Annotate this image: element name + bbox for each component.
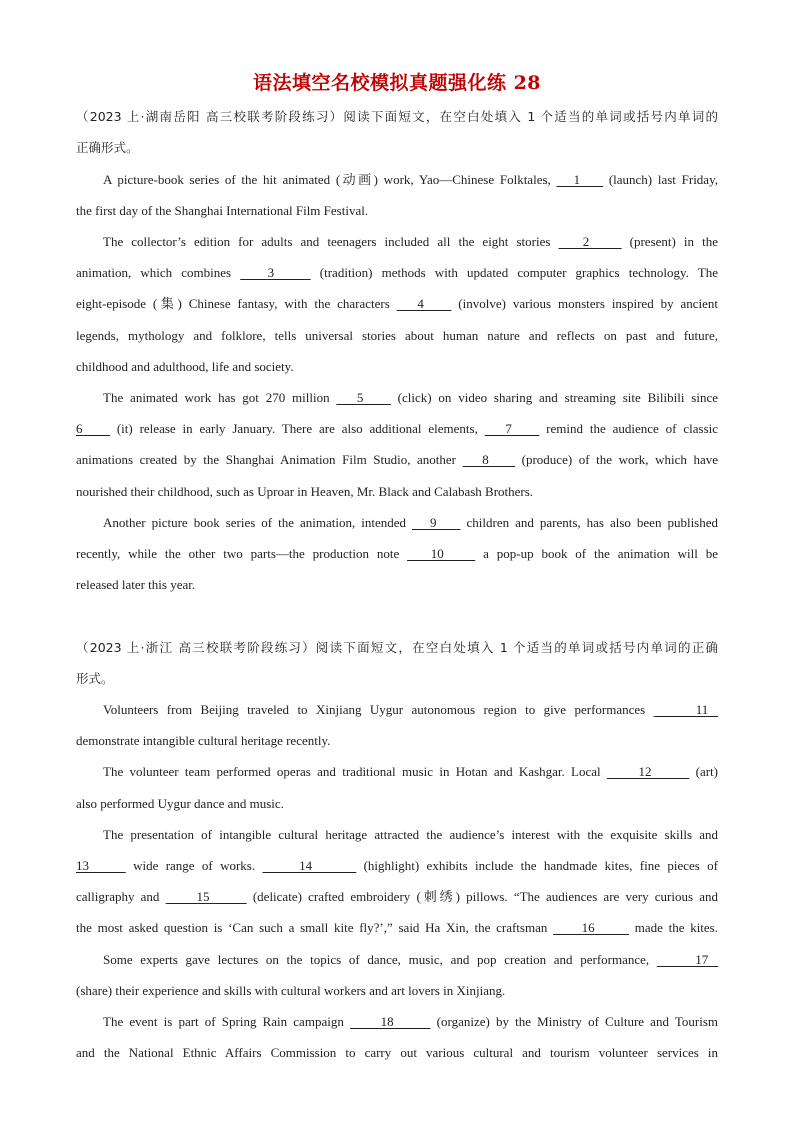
text-segment: (delicate) crafted embroidery (刺绣) pillows. “The audiences are very curious and <box>246 889 718 904</box>
text-segment: (share) their experience and skills with cultural workers and art lovers in Xinjiang. <box>76 983 506 998</box>
text-segment: nourished their childhood, such as Uproar in Heaven, Mr. Black and Calabash Brothers. <box>76 484 534 499</box>
blank-14: 14 <box>262 858 357 873</box>
text-segment: The collector’s edition for adults and teenagers included all the eight stories <box>103 234 559 249</box>
text-segment: wide range of works. <box>125 858 263 873</box>
blank-12: 12 <box>606 764 690 779</box>
blank-5: 5 <box>336 390 391 405</box>
blank-15: 15 <box>165 889 247 904</box>
blank-8: 8 <box>462 452 516 467</box>
paragraph-line <box>76 389 718 407</box>
text-segment: (art) <box>689 764 719 779</box>
paragraph-line <box>76 264 718 282</box>
text-segment: (organize) by the Ministry of Culture and Tourism <box>430 1014 719 1029</box>
blank-6: 6 <box>76 421 110 436</box>
blank-17: 17 <box>656 952 718 967</box>
text-segment: animations created by the Shanghai Animation Film Studio, another <box>76 452 463 467</box>
paragraph-line <box>76 514 718 532</box>
text-segment: also performed Uygur dance and music. <box>76 796 284 811</box>
text-segment: Another picture book series of the animation, intended <box>103 515 412 530</box>
paragraph-line <box>76 701 718 719</box>
paragraph-line <box>76 795 718 813</box>
text-segment: a pop-up book of the animation will be <box>475 546 718 561</box>
blank-4: 4 <box>396 296 452 311</box>
text-segment: demonstrate intangible cultural heritage recently. <box>76 733 331 748</box>
text-segment: eight-episode (集) Chinese fantasy, with the characters <box>76 296 397 311</box>
paragraph-line <box>76 857 718 875</box>
paragraph-line <box>76 888 718 906</box>
text-segment: released later this year. <box>76 577 196 592</box>
blank-13: 13 <box>76 858 126 873</box>
text-segment: children and parents, has also been published <box>460 515 719 530</box>
paragraph-line <box>76 732 718 750</box>
text-segment: (involve) various monsters inspired by ancient <box>451 296 719 311</box>
blank-3: 3 <box>240 265 311 280</box>
paragraph-line <box>76 420 718 438</box>
text-segment: the most asked question is ‘Can such a small kite fly?’,” said Ha Xin, the craftsman <box>76 920 554 935</box>
section-instruction-1-cont <box>76 139 718 157</box>
text-segment: (click) on video sharing and streaming site Bilibili since <box>390 390 719 405</box>
section-instruction-2-cont <box>76 670 718 688</box>
paragraph-line <box>76 171 718 189</box>
text-segment: made the kites. <box>629 920 718 935</box>
paragraph-line <box>76 358 718 376</box>
paragraph-line <box>76 483 718 501</box>
section-instruction-1 <box>76 108 718 126</box>
paragraph-line <box>76 1013 718 1031</box>
text-segment: Volunteers from Beijing traveled to Xinjiang Uygur autonomous region to give performances <box>103 702 654 717</box>
text-segment: (it) release in early January. There are also additional elements, <box>109 421 485 436</box>
paragraph-line <box>76 826 718 844</box>
blank-9: 9 <box>412 515 461 530</box>
text-segment: A picture-book series of the hit animated (动画) work, Yao—Chinese Folktales, <box>103 172 557 187</box>
paragraph-line <box>76 1044 718 1062</box>
paragraph-line <box>76 233 718 251</box>
text-segment: calligraphy and <box>76 889 166 904</box>
paragraph-line <box>76 576 718 594</box>
blank-7: 7 <box>484 421 540 436</box>
text-segment: legends, mythology and folklore, tells universal stories about human nature and reflects on past and future, <box>76 328 718 343</box>
text-segment: (produce) of the work, which have <box>515 452 719 467</box>
text-segment: recently, while the other two parts—the production note <box>76 546 408 561</box>
blank-16: 16 <box>553 920 629 935</box>
paragraph-line <box>76 982 718 1000</box>
blank-10: 10 <box>407 546 476 561</box>
text-segment: (highlight) exhibits include the handmade kites, fine pieces of <box>356 858 719 873</box>
paragraph-line <box>76 545 718 563</box>
blank-2: 2 <box>558 234 622 249</box>
text-segment: and the National Ethnic Affairs Commission to carry out various cultural and tourism volunteer services in <box>76 1045 718 1060</box>
blank-1: 1 <box>556 172 604 187</box>
paragraph-line <box>76 919 718 937</box>
page-title: 语法填空名校模拟真题强化练 28 <box>252 72 542 94</box>
paragraph-line <box>76 951 718 969</box>
paragraph-line <box>76 327 718 345</box>
text-segment: Some experts gave lectures on the topics of dance, music, and pop creation and performance, <box>103 952 657 967</box>
paragraph-line <box>76 451 718 469</box>
text-segment: The volunteer team performed operas and traditional music in Hotan and Kashgar. Local <box>103 764 607 779</box>
text-segment: childhood and adulthood, life and society. <box>76 359 294 374</box>
section-instruction-2 <box>76 639 718 657</box>
text-segment: animation, which combines <box>76 265 241 280</box>
instruction-text: （2023 上·浙江 高三校联考阶段练习）阅读下面短文，在空白处填入 1 个适当的单词或括号内单词的正确 <box>76 640 718 655</box>
paragraph-line <box>76 202 718 220</box>
instruction-text: 形式。 <box>76 671 114 686</box>
text-segment: (launch) last Friday, <box>603 172 718 187</box>
text-segment: The event is part of Spring Rain campaign <box>103 1014 350 1029</box>
text-segment: (present) in the <box>621 234 718 249</box>
paragraph-line <box>76 763 718 781</box>
text-segment: (tradition) methods with updated computer graphics technology. The <box>310 265 718 280</box>
blank-11: 11 <box>653 702 718 717</box>
blank-18: 18 <box>349 1014 431 1029</box>
instruction-text: 正确形式。 <box>76 140 139 155</box>
text-segment: the first day of the Shanghai International Film Festival. <box>76 203 369 218</box>
text-segment: The presentation of intangible cultural heritage attracted the audience’s interest with the exquisite skills and <box>103 827 718 842</box>
text-segment: The animated work has got 270 million <box>103 390 337 405</box>
instruction-text: （2023 上·湖南岳阳 高三校联考阶段练习）阅读下面短文，在空白处填入 1 个适当的单词或括号内单词的 <box>76 109 718 124</box>
text-segment: remind the audience of classic <box>539 421 719 436</box>
paragraph-line <box>76 295 718 313</box>
